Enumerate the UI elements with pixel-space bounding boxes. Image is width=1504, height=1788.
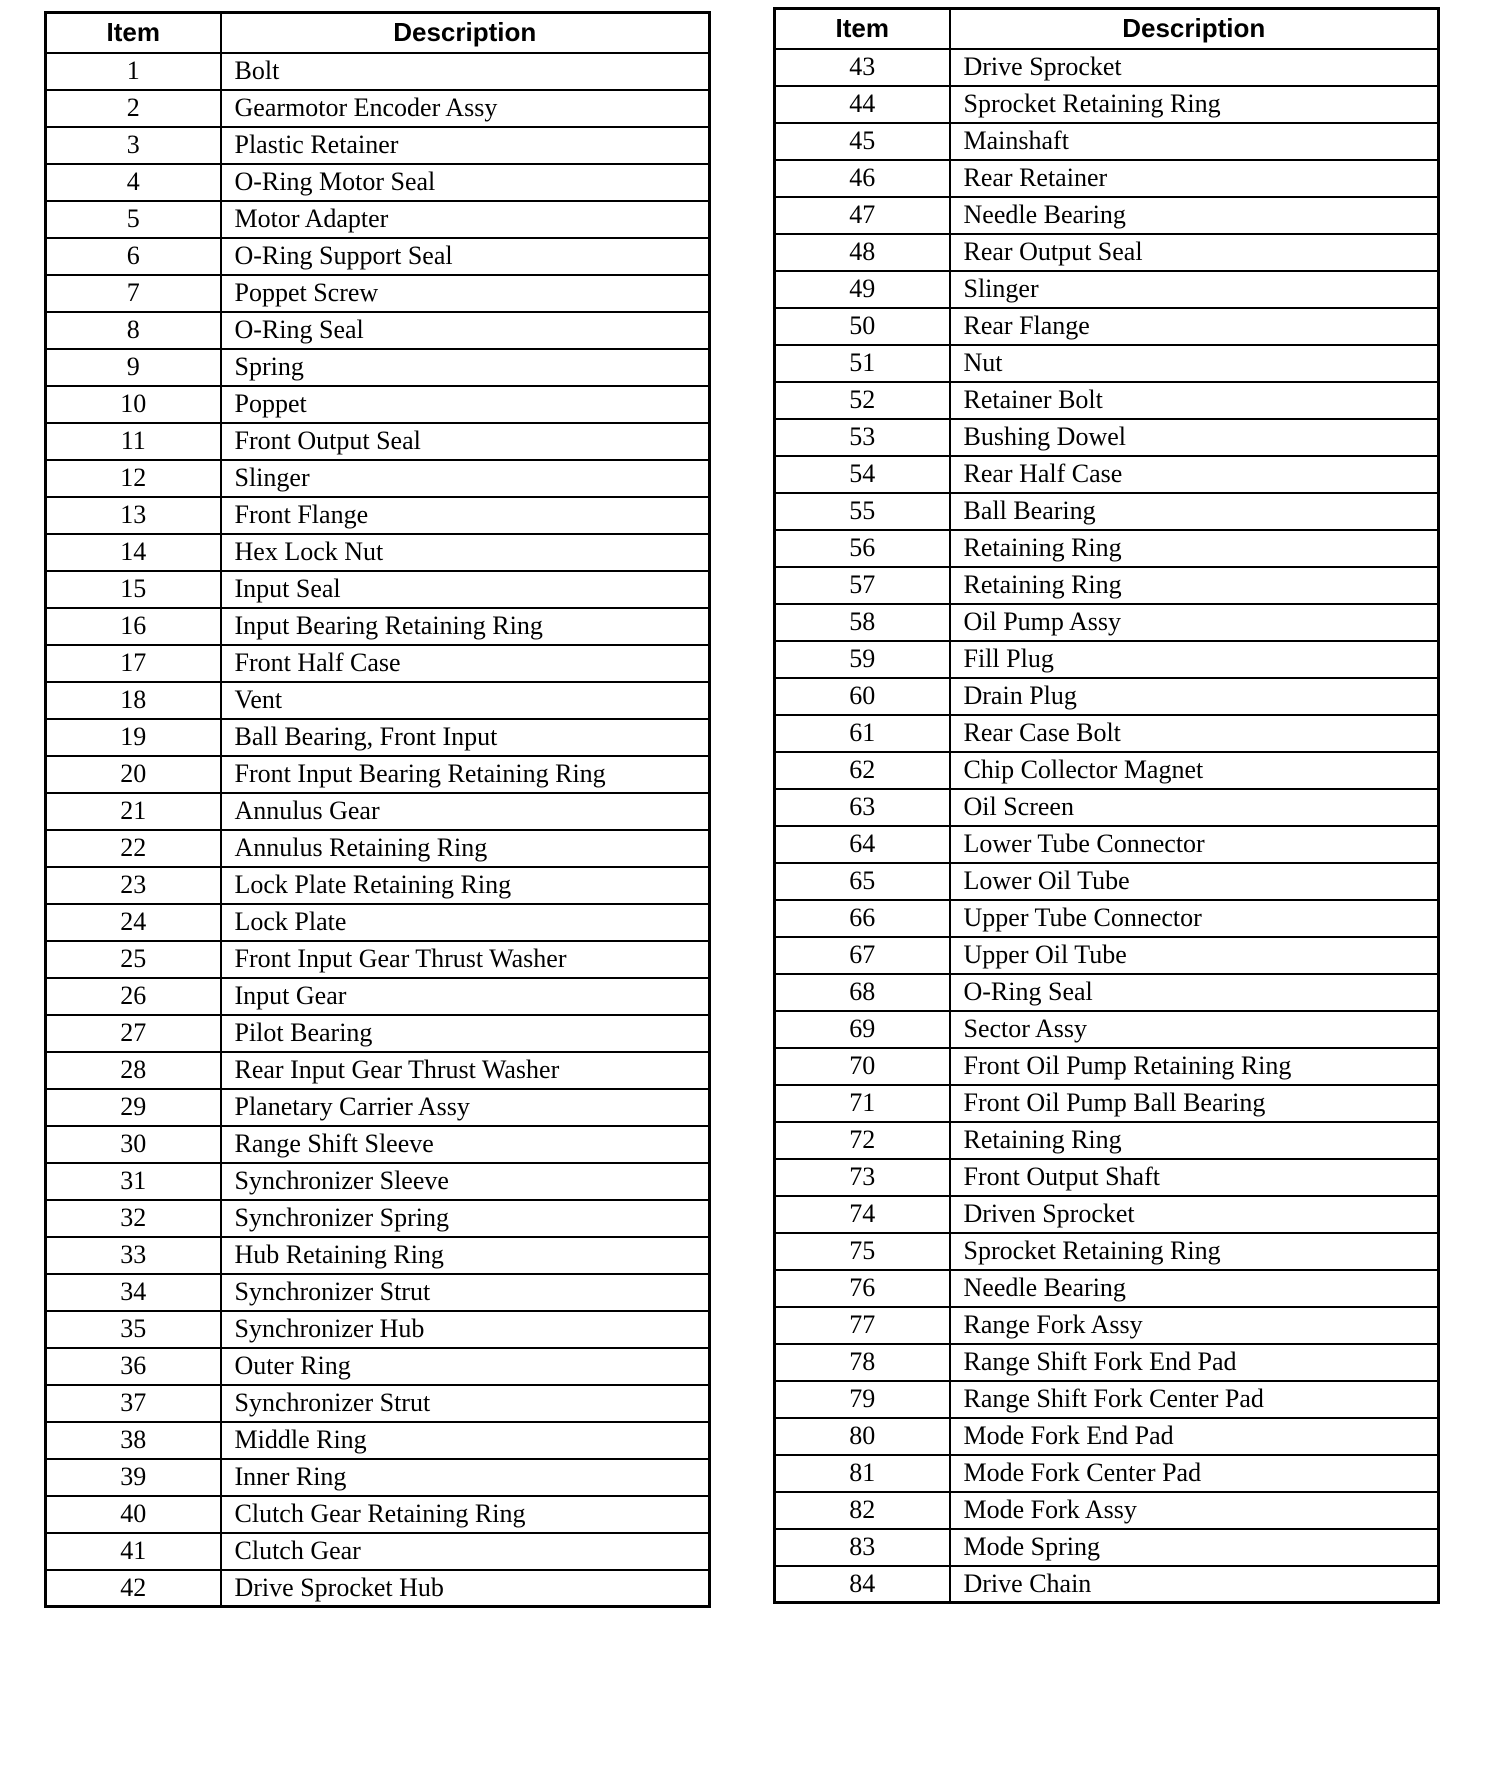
table-row: [775, 197, 1439, 234]
table-row: [775, 715, 1439, 752]
table-row: [46, 904, 710, 941]
item-number: 32: [46, 1200, 221, 1237]
item-number: 41: [46, 1533, 221, 1570]
item-description: Sprocket Retaining Ring: [950, 86, 1439, 123]
table-row: [46, 460, 710, 497]
table-row: [46, 1015, 710, 1052]
table-row: [46, 423, 710, 460]
table-row: [46, 1274, 710, 1311]
item-description: Slinger: [950, 271, 1439, 308]
item-description: Fill Plug: [950, 641, 1439, 678]
table-row: [46, 571, 710, 608]
item-number: 7: [46, 275, 221, 312]
item-number: 82: [775, 1492, 950, 1529]
table-row: [775, 1011, 1439, 1048]
item-number: 33: [46, 1237, 221, 1274]
item-description: Clutch Gear: [221, 1533, 710, 1570]
item-number: 64: [775, 826, 950, 863]
item-description: Poppet: [221, 386, 710, 423]
table-row: [775, 1085, 1439, 1122]
item-number: 1: [46, 53, 221, 90]
table-row: [775, 641, 1439, 678]
item-number: 10: [46, 386, 221, 423]
item-number: 52: [775, 382, 950, 419]
item-column-header: Item: [775, 9, 950, 49]
table-row: [46, 682, 710, 719]
table-row: [775, 1529, 1439, 1566]
item-number: 80: [775, 1418, 950, 1455]
item-number: 73: [775, 1159, 950, 1196]
item-number: 51: [775, 345, 950, 382]
table-row: [46, 1496, 710, 1533]
table-row: [46, 978, 710, 1015]
item-description: Front Half Case: [221, 645, 710, 682]
table-row: [46, 1422, 710, 1459]
table-row: [46, 1459, 710, 1496]
table-row: [46, 1126, 710, 1163]
item-number: 77: [775, 1307, 950, 1344]
item-description: Slinger: [221, 460, 710, 497]
table-row: [775, 752, 1439, 789]
table-body: [46, 53, 710, 1607]
table-row: [46, 497, 710, 534]
item-description: Synchronizer Strut: [221, 1274, 710, 1311]
item-number: 21: [46, 793, 221, 830]
item-description: Mode Fork Assy: [950, 1492, 1439, 1529]
table-row: [46, 1533, 710, 1570]
item-number: 9: [46, 349, 221, 386]
table-row: [775, 382, 1439, 419]
item-description: Rear Input Gear Thrust Washer: [221, 1052, 710, 1089]
item-description: Rear Flange: [950, 308, 1439, 345]
table-row: [775, 1196, 1439, 1233]
item-description: Mode Spring: [950, 1529, 1439, 1566]
item-description: O-Ring Seal: [221, 312, 710, 349]
item-number: 70: [775, 1048, 950, 1085]
item-description: Bushing Dowel: [950, 419, 1439, 456]
table-row: [775, 1159, 1439, 1196]
item-description: Retaining Ring: [950, 1122, 1439, 1159]
item-description: Front Input Gear Thrust Washer: [221, 941, 710, 978]
table-row: [775, 49, 1439, 86]
table-row: [46, 1385, 710, 1422]
item-number: 28: [46, 1052, 221, 1089]
table-row: [46, 1163, 710, 1200]
item-number: 65: [775, 863, 950, 900]
table-row: [775, 345, 1439, 382]
item-description: Planetary Carrier Assy: [221, 1089, 710, 1126]
item-number: 83: [775, 1529, 950, 1566]
table-row: [775, 86, 1439, 123]
item-number: 56: [775, 530, 950, 567]
item-number: 13: [46, 497, 221, 534]
table-row: [46, 1237, 710, 1274]
item-number: 79: [775, 1381, 950, 1418]
item-description: Needle Bearing: [950, 1270, 1439, 1307]
item-description: Front Flange: [221, 497, 710, 534]
item-description: Front Input Bearing Retaining Ring: [221, 756, 710, 793]
item-description: Driven Sprocket: [950, 1196, 1439, 1233]
item-number: 72: [775, 1122, 950, 1159]
item-number: 60: [775, 678, 950, 715]
item-number: 69: [775, 1011, 950, 1048]
table-row: [775, 678, 1439, 715]
table-row: [775, 1270, 1439, 1307]
item-description: Rear Retainer: [950, 160, 1439, 197]
item-number: 35: [46, 1311, 221, 1348]
table-row: [46, 1200, 710, 1237]
item-description: Front Output Seal: [221, 423, 710, 460]
item-number: 62: [775, 752, 950, 789]
item-number: 46: [775, 160, 950, 197]
item-description: Oil Screen: [950, 789, 1439, 826]
table-row: [775, 419, 1439, 456]
item-number: 71: [775, 1085, 950, 1122]
item-description: Pilot Bearing: [221, 1015, 710, 1052]
item-description: Input Bearing Retaining Ring: [221, 608, 710, 645]
item-number: 59: [775, 641, 950, 678]
table-row: [46, 608, 710, 645]
item-description: Ball Bearing, Front Input: [221, 719, 710, 756]
table-row: [46, 719, 710, 756]
table-row: [775, 863, 1439, 900]
table-row: [46, 645, 710, 682]
item-description: Mode Fork End Pad: [950, 1418, 1439, 1455]
item-description: Retaining Ring: [950, 530, 1439, 567]
item-description: Upper Oil Tube: [950, 937, 1439, 974]
item-number: 47: [775, 197, 950, 234]
item-number: 11: [46, 423, 221, 460]
item-description: Retainer Bolt: [950, 382, 1439, 419]
table-row: [775, 1566, 1439, 1603]
item-description: Drain Plug: [950, 678, 1439, 715]
table-row: [46, 90, 710, 127]
item-description: Drive Sprocket: [950, 49, 1439, 86]
table-row: [775, 1344, 1439, 1381]
parts-table-right: [773, 7, 1440, 1604]
table-row: [46, 1570, 710, 1607]
table-row: [46, 127, 710, 164]
item-description: Synchronizer Hub: [221, 1311, 710, 1348]
item-number: 6: [46, 238, 221, 275]
table-row: [46, 534, 710, 571]
item-description: Spring: [221, 349, 710, 386]
item-number: 29: [46, 1089, 221, 1126]
table-row: [46, 830, 710, 867]
item-description: Input Seal: [221, 571, 710, 608]
item-description: Sector Assy: [950, 1011, 1439, 1048]
item-number: 78: [775, 1344, 950, 1381]
item-number: 31: [46, 1163, 221, 1200]
item-description: Inner Ring: [221, 1459, 710, 1496]
table-row: [46, 386, 710, 423]
item-number: 43: [775, 49, 950, 86]
item-number: 49: [775, 271, 950, 308]
item-description: Synchronizer Sleeve: [221, 1163, 710, 1200]
item-description: Lock Plate: [221, 904, 710, 941]
item-description: Range Shift Fork End Pad: [950, 1344, 1439, 1381]
item-number: 5: [46, 201, 221, 238]
table-row: [775, 789, 1439, 826]
item-number: 76: [775, 1270, 950, 1307]
item-description: Poppet Screw: [221, 275, 710, 312]
item-number: 67: [775, 937, 950, 974]
item-description: Upper Tube Connector: [950, 900, 1439, 937]
item-description: Vent: [221, 682, 710, 719]
header-row: [775, 9, 1439, 49]
table-row: [775, 1048, 1439, 1085]
header-row: [46, 13, 710, 53]
table-row: [775, 900, 1439, 937]
table-row: [46, 201, 710, 238]
table-row: [46, 756, 710, 793]
item-number: 14: [46, 534, 221, 571]
table-row: [775, 1418, 1439, 1455]
table-row: [46, 1052, 710, 1089]
item-description: Lower Tube Connector: [950, 826, 1439, 863]
table-row: [775, 530, 1439, 567]
item-number: 3: [46, 127, 221, 164]
table-row: [46, 1089, 710, 1126]
item-number: 17: [46, 645, 221, 682]
table-row: [775, 234, 1439, 271]
item-number: 4: [46, 164, 221, 201]
table-row: [775, 604, 1439, 641]
item-number: 24: [46, 904, 221, 941]
item-number: 81: [775, 1455, 950, 1492]
table-row: [775, 271, 1439, 308]
item-number: 42: [46, 1570, 221, 1607]
table-row: [775, 826, 1439, 863]
item-column-header: Item: [46, 13, 221, 53]
table-row: [46, 1311, 710, 1348]
item-number: 48: [775, 234, 950, 271]
item-description: Front Oil Pump Retaining Ring: [950, 1048, 1439, 1085]
item-number: 12: [46, 460, 221, 497]
item-description: Drive Sprocket Hub: [221, 1570, 710, 1607]
item-description: Drive Chain: [950, 1566, 1439, 1603]
item-number: 45: [775, 123, 950, 160]
item-description: Synchronizer Strut: [221, 1385, 710, 1422]
table-row: [46, 275, 710, 312]
description-column-header: Description: [950, 9, 1439, 49]
item-description: Range Fork Assy: [950, 1307, 1439, 1344]
item-number: 57: [775, 567, 950, 604]
item-description: O-Ring Support Seal: [221, 238, 710, 275]
item-description: Bolt: [221, 53, 710, 90]
item-number: 53: [775, 419, 950, 456]
item-number: 23: [46, 867, 221, 904]
item-description: Rear Case Bolt: [950, 715, 1439, 752]
item-number: 74: [775, 1196, 950, 1233]
item-number: 18: [46, 682, 221, 719]
item-description: Annulus Gear: [221, 793, 710, 830]
item-number: 2: [46, 90, 221, 127]
item-description: Outer Ring: [221, 1348, 710, 1385]
item-number: 63: [775, 789, 950, 826]
table-row: [775, 1492, 1439, 1529]
table-row: [46, 1348, 710, 1385]
item-number: 30: [46, 1126, 221, 1163]
table-row: [775, 308, 1439, 345]
table-row: [775, 160, 1439, 197]
parts-table-left: [44, 11, 711, 1608]
table-row: [46, 238, 710, 275]
item-description: Retaining Ring: [950, 567, 1439, 604]
item-description: Motor Adapter: [221, 201, 710, 238]
item-number: 54: [775, 456, 950, 493]
item-description: Synchronizer Spring: [221, 1200, 710, 1237]
item-number: 27: [46, 1015, 221, 1052]
table-row: [775, 1122, 1439, 1159]
item-description: Lock Plate Retaining Ring: [221, 867, 710, 904]
item-description: Chip Collector Magnet: [950, 752, 1439, 789]
item-number: 15: [46, 571, 221, 608]
item-number: 8: [46, 312, 221, 349]
item-number: 37: [46, 1385, 221, 1422]
item-number: 26: [46, 978, 221, 1015]
item-description: Front Output Shaft: [950, 1159, 1439, 1196]
item-description: O-Ring Seal: [950, 974, 1439, 1011]
item-description: Annulus Retaining Ring: [221, 830, 710, 867]
item-number: 44: [775, 86, 950, 123]
table-row: [46, 53, 710, 90]
table-row: [775, 1307, 1439, 1344]
table-body: [775, 49, 1439, 1603]
table-row: [775, 123, 1439, 160]
item-description: Hex Lock Nut: [221, 534, 710, 571]
table-row: [46, 941, 710, 978]
table-row: [775, 1455, 1439, 1492]
item-number: 20: [46, 756, 221, 793]
item-description: Lower Oil Tube: [950, 863, 1439, 900]
item-description: Plastic Retainer: [221, 127, 710, 164]
table-row: [775, 937, 1439, 974]
table-row: [775, 974, 1439, 1011]
item-description: Range Shift Fork Center Pad: [950, 1381, 1439, 1418]
item-number: 38: [46, 1422, 221, 1459]
item-number: 50: [775, 308, 950, 345]
item-description: Sprocket Retaining Ring: [950, 1233, 1439, 1270]
item-description: Gearmotor Encoder Assy: [221, 90, 710, 127]
table-row: [775, 1233, 1439, 1270]
item-number: 22: [46, 830, 221, 867]
item-number: 68: [775, 974, 950, 1011]
item-description: Ball Bearing: [950, 493, 1439, 530]
item-description: Needle Bearing: [950, 197, 1439, 234]
table-row: [775, 456, 1439, 493]
item-number: 25: [46, 941, 221, 978]
item-number: 39: [46, 1459, 221, 1496]
item-description: Nut: [950, 345, 1439, 382]
table-row: [775, 1381, 1439, 1418]
item-description: Clutch Gear Retaining Ring: [221, 1496, 710, 1533]
item-number: 58: [775, 604, 950, 641]
item-description: Range Shift Sleeve: [221, 1126, 710, 1163]
item-number: 66: [775, 900, 950, 937]
table-row: [775, 567, 1439, 604]
description-column-header: Description: [221, 13, 710, 53]
item-number: 34: [46, 1274, 221, 1311]
item-number: 36: [46, 1348, 221, 1385]
item-description: Middle Ring: [221, 1422, 710, 1459]
table-row: [775, 493, 1439, 530]
item-number: 40: [46, 1496, 221, 1533]
item-number: 75: [775, 1233, 950, 1270]
item-number: 84: [775, 1566, 950, 1603]
item-number: 16: [46, 608, 221, 645]
item-description: O-Ring Motor Seal: [221, 164, 710, 201]
table-row: [46, 793, 710, 830]
table-row: [46, 867, 710, 904]
item-description: Hub Retaining Ring: [221, 1237, 710, 1274]
item-description: Rear Output Seal: [950, 234, 1439, 271]
item-number: 61: [775, 715, 950, 752]
item-description: Front Oil Pump Ball Bearing: [950, 1085, 1439, 1122]
item-description: Oil Pump Assy: [950, 604, 1439, 641]
item-description: Rear Half Case: [950, 456, 1439, 493]
item-number: 55: [775, 493, 950, 530]
item-number: 19: [46, 719, 221, 756]
table-row: [46, 164, 710, 201]
table-row: [46, 312, 710, 349]
item-description: Mode Fork Center Pad: [950, 1455, 1439, 1492]
item-description: Mainshaft: [950, 123, 1439, 160]
table-row: [46, 349, 710, 386]
item-description: Input Gear: [221, 978, 710, 1015]
